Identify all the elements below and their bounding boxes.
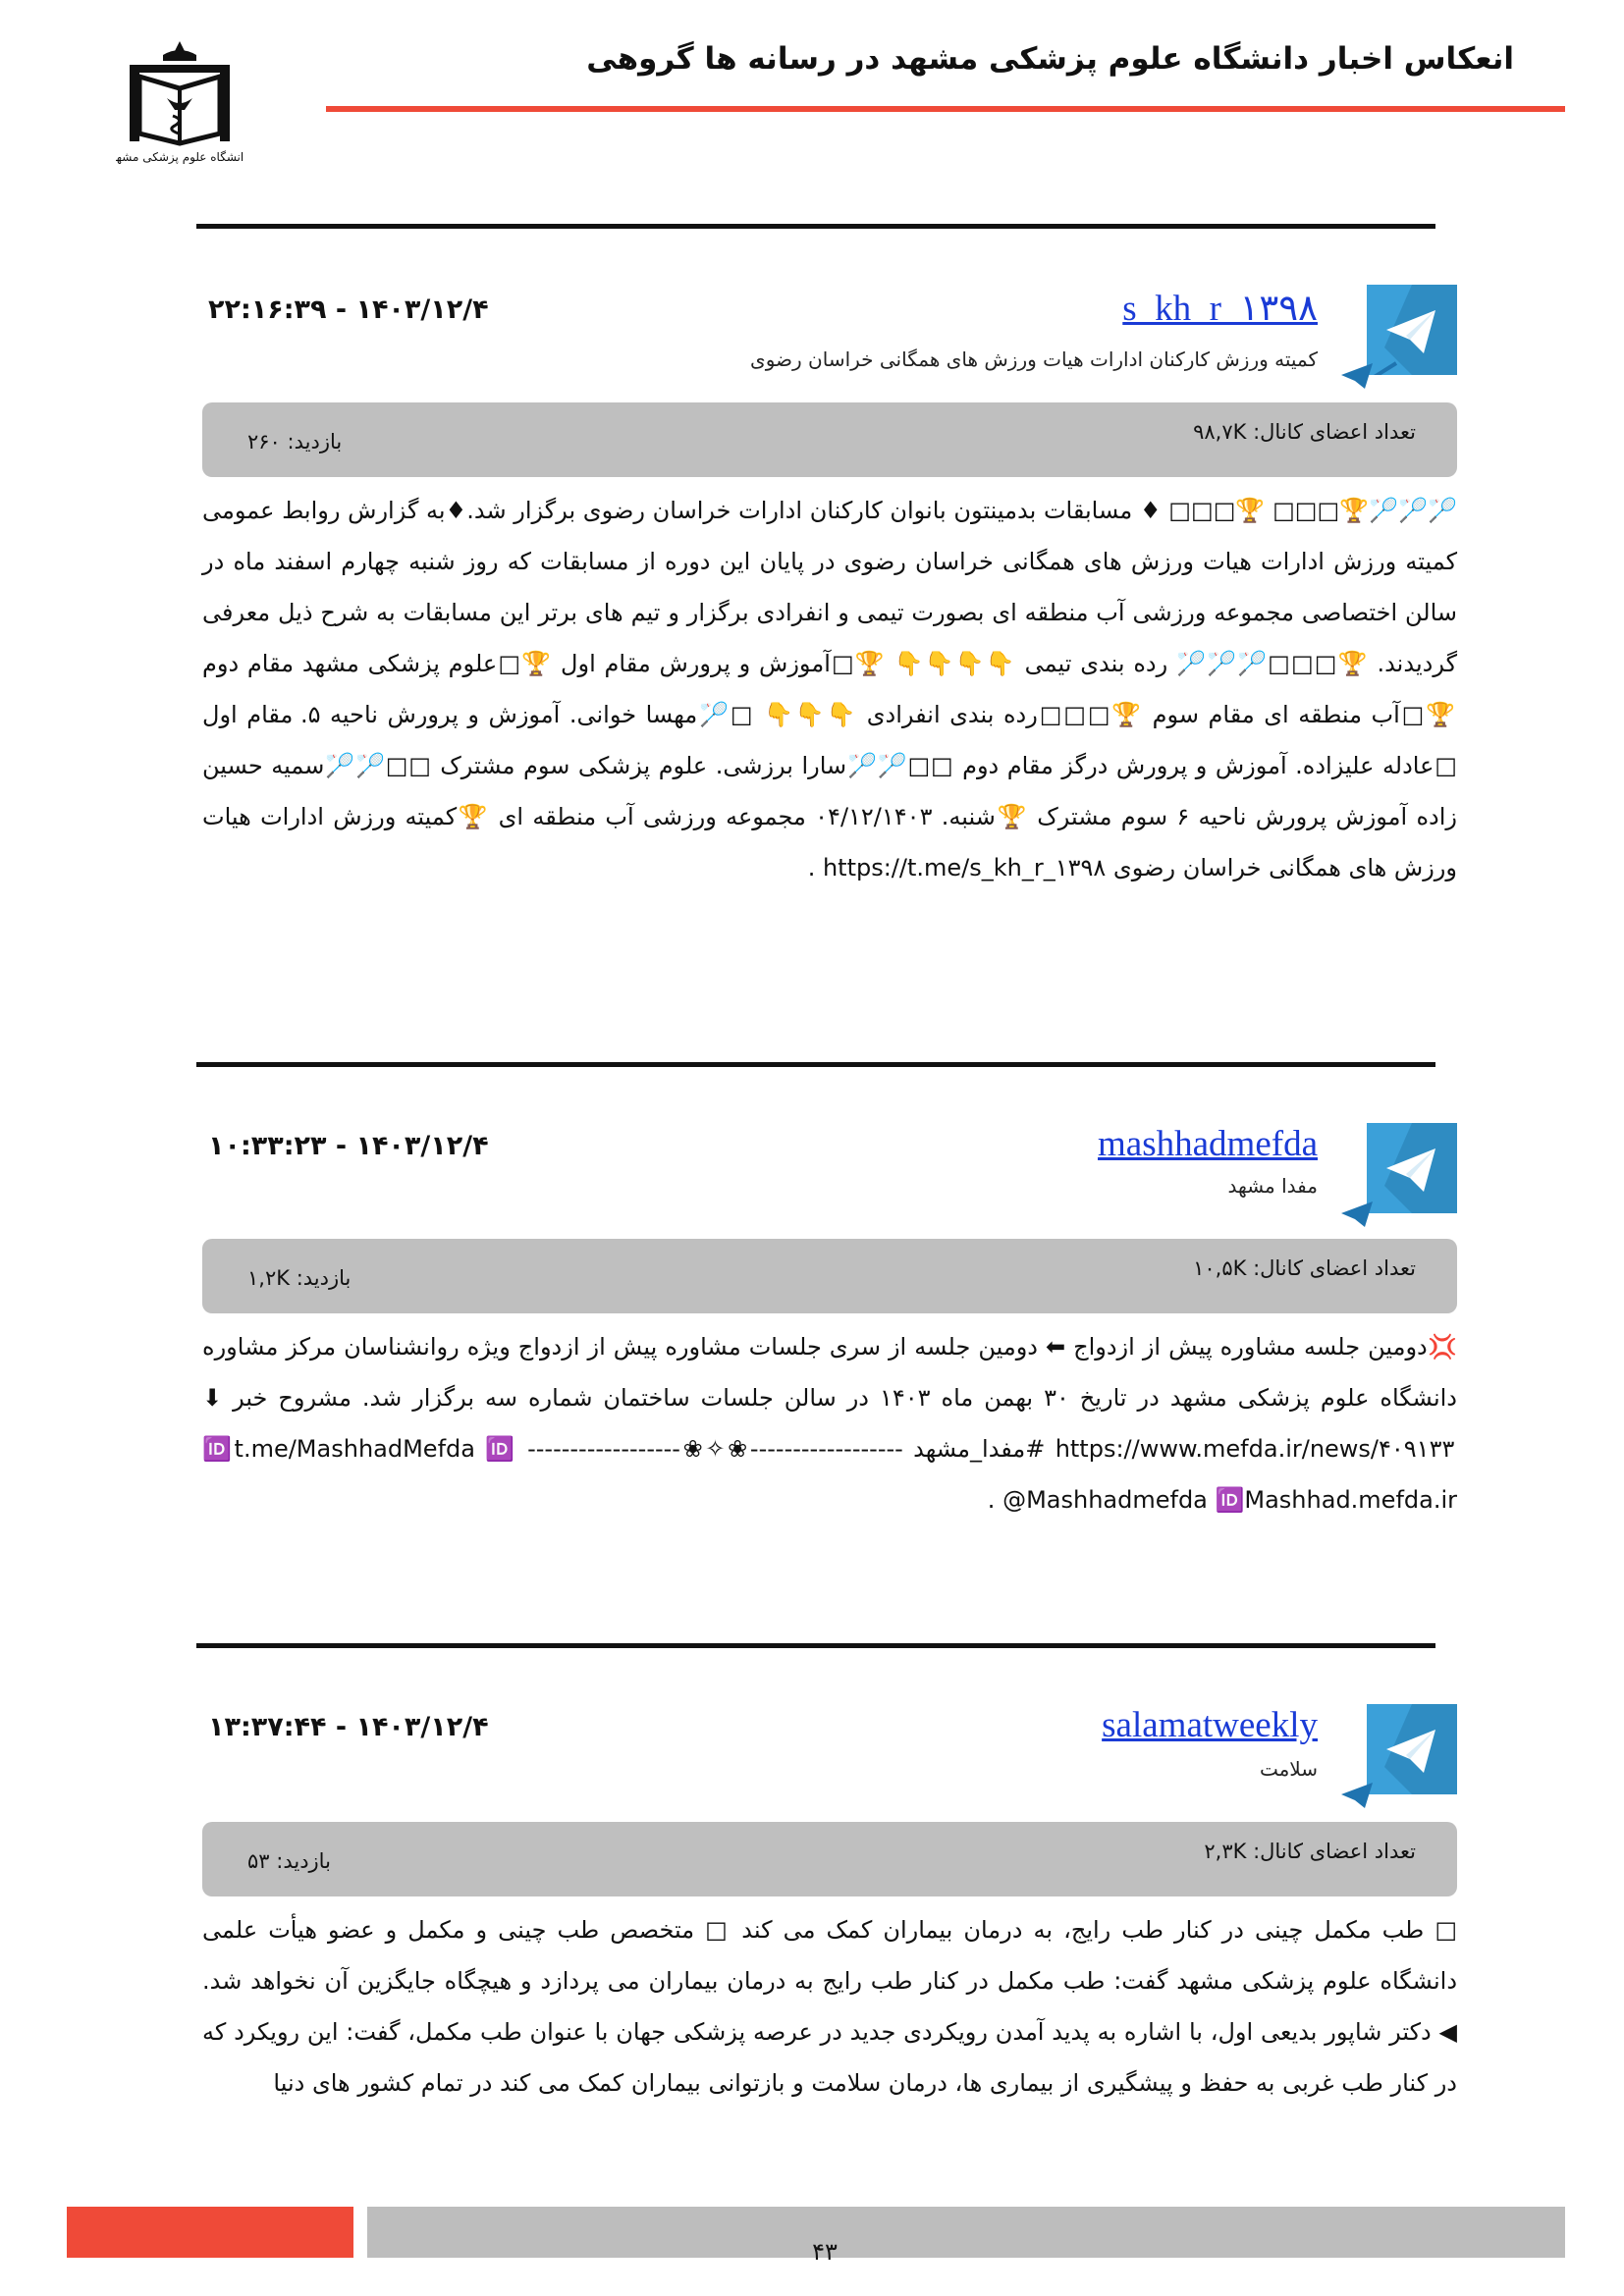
university-logo — [116, 37, 244, 165]
members-count: تعداد اعضای کانال: ۲,۳K — [1204, 1840, 1416, 1863]
members-count: تعداد اعضای کانال: ۱۰,۵K — [1193, 1256, 1416, 1280]
stats-bar — [202, 1822, 1457, 1896]
channel-link[interactable]: s_kh_r_۱۳۹۸ — [1122, 289, 1318, 329]
post-body: 🏸🏸🏸🏆□□□ 🏆□□□ ♦ مسابقات بدمینتون بانوان کارکنان ادارات خراسان رضوی برگزار شد.♦به گزارش روابط عمومی کمیته ورزش ادارات هیات ورزش های همگانی خراسان رضوی در پایان این دوره از مسابقات که روز شنبه چهارم اسفند ماه در سالن اختصاصی مجموعه ورزشی آب منطقه ای بصورت تیمی و انفرادی برگزار و تیم های برتر این مسابقات به شرح ذیل معرفی گردیدند. 🏆□□□🏸🏸🏸 رده بندی تیمی 👇👇👇👇 🏆□آموزش و پرورش مقام اول 🏆□علوم پزشکی مشهد مقام دوم 🏆□آب منطقه ای مقام سوم 🏆□□□رده بندی انفرادی 👇👇👇 □🏸مهسا خوانی. آموزش و پرورش ناحیه ۵. مقام اول □عادله علیزاده. آموزش و پرورش درگز مقام دوم □□🏸🏸سارا برزشی. علوم پزشکی سوم مشترک □□🏸🏸سمیه حسین زاده آموزش پرورش ناحیه ۶ سوم مشترک 🏆شنبه. ۰۴/۱۲/۱۴۰۳ مجموعه ورزشی آب منطقه ای 🏆کمیته ورزش ادارات هیات ورزش های همگانی خراسان رضوی https://t.me/s_kh_r_۱۳۹۸ . — [202, 497, 1457, 881]
post-datetime: ۲۲:۱۶:۳۹ - ۱۴۰۳/۱۲/۴ — [208, 294, 489, 325]
members-count: تعداد اعضای کانال: ۹۸,۷K — [1193, 420, 1416, 444]
footer-accent-bar — [67, 2207, 353, 2258]
header-rule — [326, 106, 1565, 112]
post-body: 💢دومین جلسه مشاوره پیش از ازدواج ⬅ دومین جلسه از سری جلسات مشاوره پیش از ازدواج ویژه روانشناسان مرکز مشاوره دانشگاه علوم پزشکی مشهد در تاریخ ۳۰ بهمن ماه ۱۴۰۳ در سالن جلسات ساختمان شماره سه برگزار شد. مشروح خبر ⬇ https://www.mefda.ir/news/۴۰۹۱۳۳ #مفدا_مشهد ------------------❀✧❀------------------ 🆔t.me/MashhadMefda 🆔 @Mashhadmefda 🆔Mashhad.mefda.ir . — [202, 1333, 1457, 1514]
stats-bar — [202, 402, 1457, 477]
post-separator — [196, 224, 1435, 229]
post-separator — [196, 1062, 1435, 1067]
stats-bar — [202, 1239, 1457, 1313]
views-count: بازدید: ۵۳ — [247, 1849, 331, 1873]
telegram-icon — [1367, 1704, 1457, 1794]
telegram-icon — [1367, 1123, 1457, 1213]
channel-name: کمیته ورزش کارکنان ادارات هیات ورزش های همگانی خراسان رضوی — [750, 347, 1318, 371]
post-datetime: ۱۰:۳۳:۲۳ - ۱۴۰۳/۱۲/۴ — [208, 1131, 489, 1161]
page-number: ۴۳ — [812, 2238, 838, 2266]
views-count: بازدید: ۱,۲K — [247, 1266, 352, 1290]
page-title: انعکاس اخبار دانشگاه علوم پزشکی مشهد در رسانه ها گروهی — [586, 41, 1514, 77]
views-count: بازدید: ۲۶۰ — [247, 430, 343, 454]
post-datetime: ۱۳:۳۷:۴۴ - ۱۴۰۳/۱۲/۴ — [208, 1712, 489, 1742]
post-body: □ طب مکمل چینی در کنار طب رایج، به درمان بیماران کمک می کند □ متخصص طب چینی و مکمل و عضو هیأت علمی دانشگاه علوم پزشکی مشهد گفت: طب مکمل در کنار طب رایج به درمان بیماران می پردازد و هیچگاه جایگزین آن نخواهد شد. ◀ دکتر شاپور بدیعی اول، با اشاره به پدید آمدن رویکردی جدید در عرصه پزشکی جهان با عنوان طب مکمل، گفت: این رویکرد که در کنار طب غربی به حفظ و پیشگیری از بیماری ها، درمان سلامت و بازتوانی بیماران کمک می کند در تمام کشور های دنیا — [202, 1916, 1457, 2097]
footer-bar — [367, 2207, 1565, 2258]
post-separator — [196, 1643, 1435, 1648]
channel-link[interactable]: mashhadmefda — [1098, 1124, 1318, 1164]
channel-name: مفدا مشهد — [1227, 1174, 1318, 1198]
channel-link[interactable]: salamatweekly — [1102, 1705, 1318, 1745]
svg-text:دانشگاه علوم پزشکی مشهد: دانشگاه علوم پزشکی مشهد — [116, 150, 244, 164]
channel-name: سلامت — [1259, 1757, 1318, 1781]
telegram-icon — [1367, 285, 1457, 375]
